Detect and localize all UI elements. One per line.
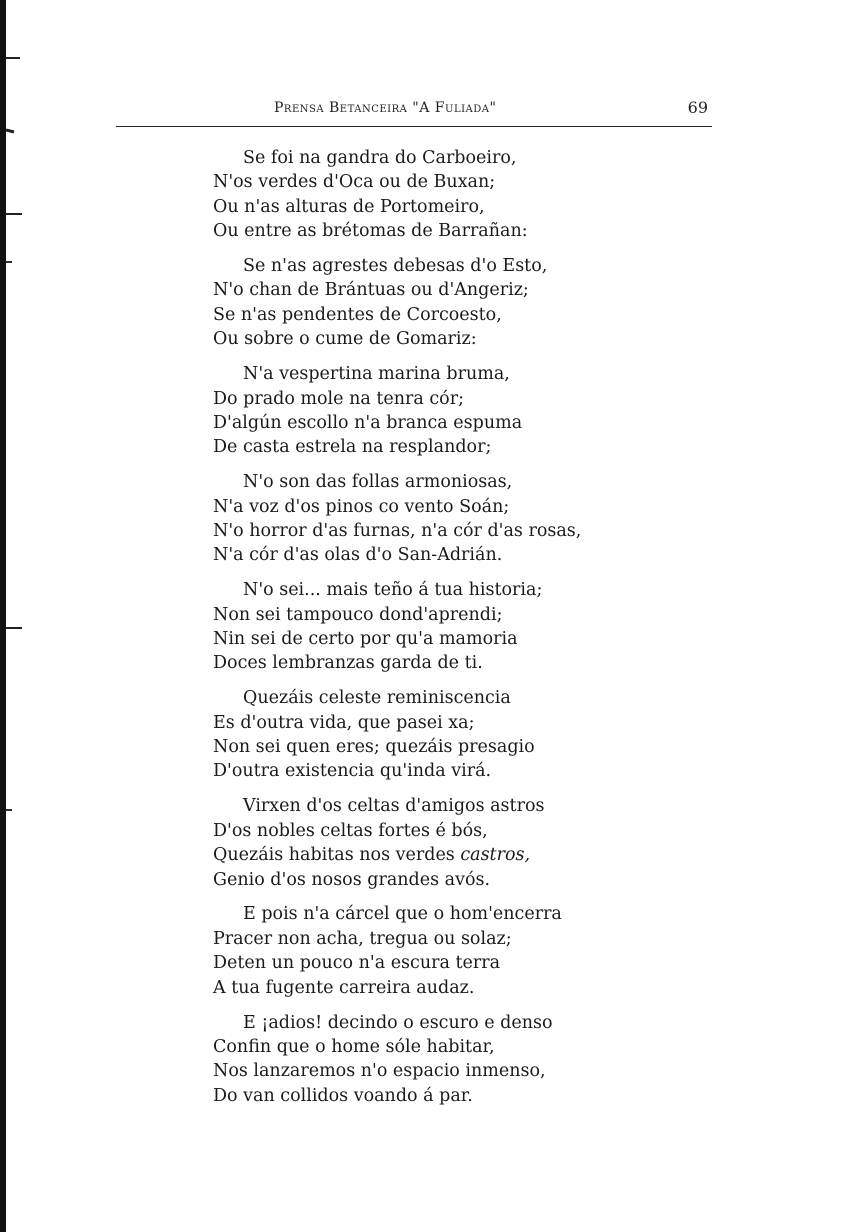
stanza [213, 1011, 653, 1109]
verse-line: Quezáis celeste reminiscencia [243, 688, 511, 709]
verse-line: D'os nobles celtas fortes é bós, [213, 820, 488, 841]
verse-line: Se n'as pendentes de Corcoesto, [213, 304, 502, 325]
verse-line: Doces lembranzas garda de ti. [213, 653, 483, 674]
page-number: 69 [687, 98, 708, 117]
verse-line: Nos lanzaremos n'o espacio inmenso, [213, 1061, 546, 1082]
verse-line: E pois n'a cárcel que o hom'encerra [243, 904, 562, 925]
verse-line: Virxen d'os celtas d'amigos astros [243, 796, 545, 817]
verse-line: Pracer non acha, tregua ou solaz; [213, 928, 512, 949]
verse-line: N'os verdes d'Oca ou de Buxan; [213, 172, 496, 193]
verse-line: Ou n'as alturas de Portomeiro, [213, 196, 485, 217]
verse-line: Non sei tampouco dond'aprendi; [213, 604, 503, 625]
verse-line: Ou entre as brétomas de Barrañan: [213, 221, 528, 242]
verse-line-text: Quezáis habitas nos verdes [213, 845, 461, 866]
verse-line: N'a vespertina marina bruma, [243, 364, 510, 385]
verse-line: D'outra existencia qu'inda virá. [213, 761, 492, 782]
verse-line: Do van collidos voando á par. [213, 1085, 473, 1106]
stanza [213, 362, 653, 460]
stanza [213, 146, 653, 244]
verse-line: E ¡adios! decindo o escuro e denso [243, 1012, 553, 1033]
page-header [116, 92, 712, 127]
verse-line: Se foi na gandra do Carboeiro, [243, 148, 517, 168]
running-head: Prensa Betanceira "A Fuliada" [274, 100, 497, 116]
stanza [213, 254, 653, 352]
verse-line: Nin sei de certo por qu'a mamoria [213, 629, 518, 650]
verse-line: N'a cór d'as olas d'o San-Adrián. [213, 545, 503, 566]
verse-line: Genio d'os nosos grandes avós. [213, 869, 491, 890]
poem-body [213, 146, 653, 1119]
verse-line: Non sei quen eres; quezáis presagio [213, 737, 535, 758]
verse-line: N'o horror d'as furnas, n'a cór d'as rosas, [213, 520, 582, 541]
stanza [213, 578, 653, 676]
stanza [213, 470, 653, 568]
verse-line: De casta estrela na resplandor; [213, 437, 492, 458]
verse-line: N'o sei... mais teño á tua historia; [243, 580, 543, 601]
verse-line: N'o chan de Brántuas ou d'Angeriz; [213, 280, 529, 301]
verse-line: Deten un pouco n'a escura terra [213, 953, 501, 974]
stanza [213, 794, 653, 892]
verse-line: Do prado mole na tenra cór; [213, 388, 464, 409]
binding-marks [6, 0, 24, 1232]
stanza [213, 902, 653, 1000]
verse-line: Ou sobre o cume de Gomariz: [213, 329, 477, 350]
verse-line: N'a voz d'os pinos co vento Soán; [213, 496, 510, 517]
verse-line: N'o son das follas armoniosas, [243, 472, 513, 493]
verse-line: Se n'as agrestes debesas d'o Esto, [243, 256, 548, 277]
stanza [213, 686, 653, 784]
verse-line: Es d'outra vida, que pasei xa; [213, 712, 475, 733]
verse-line: Confin que o home sóle habitar, [213, 1036, 495, 1057]
verse-line [213, 843, 653, 867]
verse-line: D'algún escollo n'a branca espuma [213, 412, 523, 433]
italic-word: castros, [460, 845, 531, 866]
verse-line: A tua fugente carreira audaz. [213, 977, 475, 998]
